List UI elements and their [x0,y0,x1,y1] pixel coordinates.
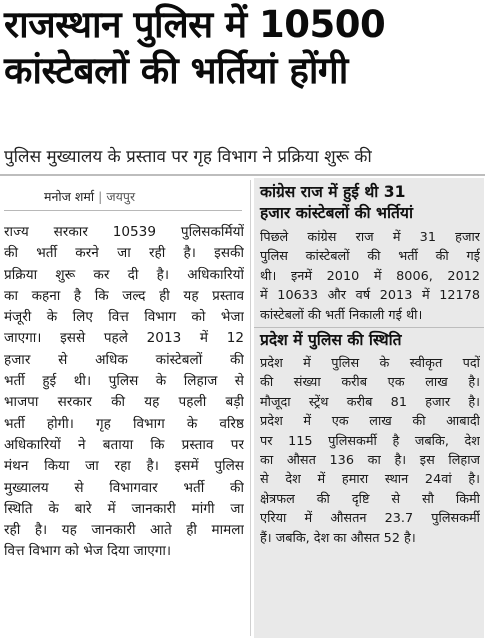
article-line: भाजपा सरकार की यह पहली बड़ी [4,394,244,411]
sidebar-heading-1-line: हजार कांस्टेबलों की भर्तियां [260,204,413,222]
article-line: रही है। यह जानकारी आते ही मामला [4,522,244,539]
sidebar-line: कांस्टेबलों की भर्ती निकाली गई थी। [260,307,423,323]
sidebar-line: प्रदेश में एक लाख की आबादी [260,414,480,430]
byline [44,188,135,205]
byline-city: जयपुर [106,189,136,204]
sidebar-line: क्षेत्रफल की दृष्टि से सौ किमी [260,491,480,507]
column-divider [250,180,251,636]
sidebar-line: मौजूदा स्ट्रेंथ करीब 81 हजार है। [260,394,480,410]
sidebar-heading-1 [260,182,413,224]
article-line: की भर्ती करने जा रही है। इसकी [4,245,244,262]
article-line: स्थिति के बारे में जानकारी मांगी जा [4,500,244,517]
sidebar-line: का औसत 136 का है। इस लिहाज [260,453,480,469]
byline-author: मनोज शर्मा [44,189,95,204]
article-line: का कहना है कि जल्द ही यह प्रस्ताव [4,287,244,304]
sidebar-box [254,178,484,638]
headline [4,2,481,94]
byline-divider [4,210,242,211]
sidebar-line: पर 115 पुलिसकर्मी है जबकि, देश [260,433,480,449]
subheadline: पुलिस मुख्यालय के प्रस्ताव पर गृह विभाग ने प्रक्रिया शुरू की [4,147,372,167]
sidebar-text-2 [260,354,480,548]
article-line: मंथन किया जा रहा है। इसमें पुलिस [4,458,244,475]
article-line: मंजूरी के लिए वित्त विभाग को भेजा [4,309,244,326]
sidebar-line: पिछले कांग्रेस राज में 31 हजार [260,230,480,245]
sidebar-divider [254,327,484,328]
byline-separator: | [98,189,103,204]
article-line: भर्ती होगी। गृह विभाग के वरिष्ठ [4,415,244,432]
sidebar-line: में 10633 और वर्ष 2013 में 12178 [260,288,480,304]
sidebar-line: थी। इनमें 2010 में 8006, 2012 [260,268,480,284]
sidebar-heading-2: प्रदेश में पुलिस की स्थिति [260,331,402,349]
article-line: वित्त विभाग को भेज दिया जाएगा। [4,543,172,560]
sidebar-text-1 [260,228,480,325]
sidebar-line: प्रदेश में पुलिस के स्वीकृत पदों [260,356,480,371]
article-line: हजार से अधिक कांस्टेबलों की [4,351,244,368]
article-line: जाएगा। इससे पहले 2013 में 12 [4,330,244,347]
headline-line-2: कांस्टेबलों की भर्तियां होंगी [4,49,348,92]
headline-line-1: राजस्थान पुलिस में 10500 [4,3,386,46]
sidebar-heading-1-line: कांग्रेस राज में हुई थी 31 [260,183,406,201]
sidebar-line: से देश में हमारा स्थान 24वां है। [260,472,480,488]
article-body [4,222,244,563]
article-line: प्रक्रिया शुरू कर दी है। अधिकारियों [4,266,244,283]
article-line: राज्य सरकार 10539 पुलिसकर्मियों [4,224,244,240]
sidebar-line: हैं। जबकि, देश का औसत 52 है। [260,530,416,546]
article-line: अधिकारियों ने बताया कि प्रस्ताव पर [4,436,244,453]
article-line: भर्ती हुई थी। पुलिस के लिहाज से [4,373,244,390]
header-divider [0,174,485,176]
sidebar-line: पुलिस कांस्टेबलों की भर्ती की गई [260,249,480,265]
sidebar-line: की संख्या करीब एक लाख है। [260,375,480,391]
article-line: मुख्यालय से विभागवार भर्ती की [4,479,244,496]
sidebar-line: एरिया में औसतन 23.7 पुलिसकर्मी [260,511,480,527]
